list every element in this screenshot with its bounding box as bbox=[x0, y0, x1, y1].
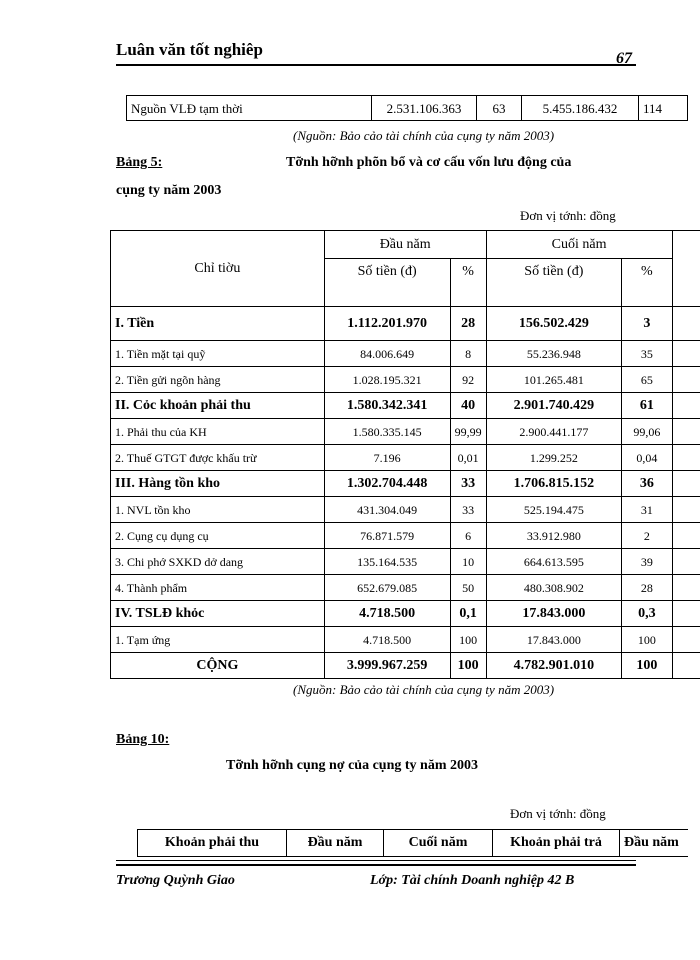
col-start-year: Đầu năm bbox=[620, 830, 689, 857]
cell-amount: 1.706.815.152 bbox=[486, 471, 622, 497]
cell-pct: 100 bbox=[450, 653, 486, 679]
table-row bbox=[111, 601, 700, 627]
cell-pct: 100 bbox=[450, 627, 486, 653]
cut-column bbox=[672, 575, 700, 601]
cell-amount: 480.308.902 bbox=[486, 575, 622, 601]
table-row bbox=[111, 341, 700, 367]
row-label: I. Tiền bbox=[111, 307, 325, 341]
cell-amount: 1.302.704.448 bbox=[324, 471, 450, 497]
footer-class: Lớp: Tài chính Doanh nghiệp 42 B bbox=[370, 873, 575, 888]
table-header-row bbox=[138, 830, 689, 857]
row-label: 2. Tiền gửi ngõn hàng bbox=[111, 367, 325, 393]
page-number: 67 bbox=[616, 50, 632, 67]
cell-pct: 39 bbox=[622, 549, 673, 575]
table5-unit: Đơn vị tớnh: đồng bbox=[520, 208, 616, 223]
cut-column bbox=[672, 367, 700, 393]
cut-column bbox=[672, 471, 700, 497]
cell-amount: 652.679.085 bbox=[324, 575, 450, 601]
col-receivable: Khoản phải thu bbox=[138, 830, 287, 857]
row-label: 2. Thuế GTGT được khấu trừ bbox=[111, 445, 325, 471]
cell-amount: 1.299.252 bbox=[486, 445, 622, 471]
cell-pct: 50 bbox=[450, 575, 486, 601]
cell-amount: 2.900.441.177 bbox=[486, 419, 622, 445]
table-row bbox=[111, 445, 700, 471]
row-label: CỘNG bbox=[111, 653, 325, 679]
cut-column bbox=[672, 419, 700, 445]
cut-column bbox=[672, 393, 700, 419]
cell-amount: 76.871.579 bbox=[324, 523, 450, 549]
cut-column bbox=[672, 601, 700, 627]
row-label: 1. Tạm ứng bbox=[111, 627, 325, 653]
cell-pct: 36 bbox=[622, 471, 673, 497]
col-start-year: Đầu năm bbox=[287, 830, 384, 857]
cell-pct: 99,99 bbox=[450, 419, 486, 445]
source-note: (Nguồn: Bảo cảo tài chính của cụng ty năm 2003) bbox=[293, 682, 555, 697]
cell-pct: 10 bbox=[450, 549, 486, 575]
cell-pct: 2 bbox=[622, 523, 673, 549]
cell-amount: 4.718.500 bbox=[324, 601, 450, 627]
cell-value: 5.455.186.432 bbox=[522, 96, 639, 121]
cell-pct: 0,3 bbox=[622, 601, 673, 627]
row-label: 4. Thành phẩm bbox=[111, 575, 325, 601]
cut-column bbox=[672, 231, 700, 307]
cell-pct: 65 bbox=[622, 367, 673, 393]
table5-title-cont: cụng ty năm 2003 bbox=[116, 183, 222, 198]
col-payable: Khoản phải trả bbox=[493, 830, 620, 857]
head-amount: Số tiền (đ) bbox=[486, 259, 622, 307]
head-pct: % bbox=[622, 259, 673, 307]
cut-column bbox=[672, 341, 700, 367]
cell-amount: 135.164.535 bbox=[324, 549, 450, 575]
table-row bbox=[111, 307, 700, 341]
cell-amount: 2.901.740.429 bbox=[486, 393, 622, 419]
cell-pct: 114 bbox=[639, 96, 688, 121]
cut-column bbox=[672, 307, 700, 341]
head-amount: Số tiền (đ) bbox=[324, 259, 450, 307]
head-end-year: Cuối năm bbox=[486, 231, 672, 259]
cell-pct: 0,1 bbox=[450, 601, 486, 627]
row-label: 2. Cụng cụ dụng cụ bbox=[111, 523, 325, 549]
cell-pct: 28 bbox=[622, 575, 673, 601]
table5-label: Bảng 5: bbox=[116, 155, 163, 170]
page-header-title: Luân văn tốt nghiêp bbox=[116, 40, 263, 59]
table-row bbox=[111, 575, 700, 601]
cell-amount: 1.028.195.321 bbox=[324, 367, 450, 393]
table5-title: Tỡnh hỡnh phõn bổ và cơ cấu vốn lưu động của bbox=[286, 155, 572, 170]
cut-column bbox=[672, 627, 700, 653]
table-row bbox=[111, 497, 700, 523]
cut-column bbox=[672, 445, 700, 471]
cell-amount: 33.912.980 bbox=[486, 523, 622, 549]
head-indicator: Chỉ tiờu bbox=[111, 231, 325, 307]
table10-title: Tỡnh hỡnh cụng nợ của cụng ty năm 2003 bbox=[226, 758, 478, 773]
row-label: III. Hàng tồn kho bbox=[111, 471, 325, 497]
row-label: Nguồn VLĐ tạm thời bbox=[127, 96, 372, 121]
head-pct: % bbox=[450, 259, 486, 307]
cell-amount: 7.196 bbox=[324, 445, 450, 471]
cell-amount: 101.265.481 bbox=[486, 367, 622, 393]
cell-amount: 4.718.500 bbox=[324, 627, 450, 653]
cell-pct: 0,04 bbox=[622, 445, 673, 471]
cell-value: 2.531.106.363 bbox=[372, 96, 477, 121]
cell-amount: 1.580.342.341 bbox=[324, 393, 450, 419]
table10-label: Bảng 10: bbox=[116, 732, 170, 747]
cell-pct: 63 bbox=[477, 96, 522, 121]
cell-amount: 84.006.649 bbox=[324, 341, 450, 367]
cell-pct: 33 bbox=[450, 497, 486, 523]
row-label: 3. Chi phớ SXKD dở dang bbox=[111, 549, 325, 575]
footer-rule bbox=[116, 864, 636, 866]
table-row bbox=[111, 627, 700, 653]
cell-pct: 31 bbox=[622, 497, 673, 523]
table5 bbox=[110, 230, 700, 679]
table-row bbox=[111, 393, 700, 419]
header-rule bbox=[116, 64, 636, 66]
row-label: IV. TSLĐ khỏc bbox=[111, 601, 325, 627]
cell-pct: 40 bbox=[450, 393, 486, 419]
cell-pct: 99,06 bbox=[622, 419, 673, 445]
cell-amount: 3.999.967.259 bbox=[324, 653, 450, 679]
cell-amount: 1.580.335.145 bbox=[324, 419, 450, 445]
cell-pct: 3 bbox=[622, 307, 673, 341]
cell-pct: 28 bbox=[450, 307, 486, 341]
cell-amount: 4.782.901.010 bbox=[486, 653, 622, 679]
cell-amount: 156.502.429 bbox=[486, 307, 622, 341]
row-label: 1. NVL tồn kho bbox=[111, 497, 325, 523]
row-label: II. Cỏc khoản phải thu bbox=[111, 393, 325, 419]
head-start-year: Đầu năm bbox=[324, 231, 486, 259]
cut-column bbox=[672, 549, 700, 575]
cell-amount: 17.843.000 bbox=[486, 601, 622, 627]
cell-pct: 100 bbox=[622, 627, 673, 653]
cell-pct: 0,01 bbox=[450, 445, 486, 471]
footer-rule bbox=[116, 860, 636, 861]
table10-unit: Đơn vị tớnh: đồng bbox=[510, 806, 606, 821]
table-row bbox=[111, 471, 700, 497]
col-end-year: Cuối năm bbox=[384, 830, 493, 857]
cell-pct: 61 bbox=[622, 393, 673, 419]
prev-table-fragment bbox=[126, 95, 688, 121]
cut-column bbox=[672, 523, 700, 549]
table-header-row bbox=[111, 231, 700, 259]
table-row bbox=[111, 523, 700, 549]
table-row bbox=[111, 419, 700, 445]
table-row bbox=[127, 96, 688, 121]
cell-amount: 17.843.000 bbox=[486, 627, 622, 653]
cell-pct: 33 bbox=[450, 471, 486, 497]
cell-pct: 100 bbox=[622, 653, 673, 679]
cell-pct: 35 bbox=[622, 341, 673, 367]
cell-amount: 1.112.201.970 bbox=[324, 307, 450, 341]
row-label: 1. Tiền mặt tại quỹ bbox=[111, 341, 325, 367]
table-row bbox=[111, 367, 700, 393]
footer-author: Trương Quỳnh Giao bbox=[116, 873, 235, 888]
cell-amount: 664.613.595 bbox=[486, 549, 622, 575]
cell-pct: 6 bbox=[450, 523, 486, 549]
table10-header bbox=[137, 829, 688, 857]
cell-amount: 525.194.475 bbox=[486, 497, 622, 523]
row-label: 1. Phải thu của KH bbox=[111, 419, 325, 445]
cut-column bbox=[672, 497, 700, 523]
cell-pct: 92 bbox=[450, 367, 486, 393]
cell-pct: 8 bbox=[450, 341, 486, 367]
table-row bbox=[111, 653, 700, 679]
cell-amount: 55.236.948 bbox=[486, 341, 622, 367]
cut-column bbox=[672, 653, 700, 679]
table-row bbox=[111, 549, 700, 575]
cell-amount: 431.304.049 bbox=[324, 497, 450, 523]
source-note: (Nguồn: Bảo cảo tài chính của cụng ty năm 2003) bbox=[293, 128, 555, 143]
